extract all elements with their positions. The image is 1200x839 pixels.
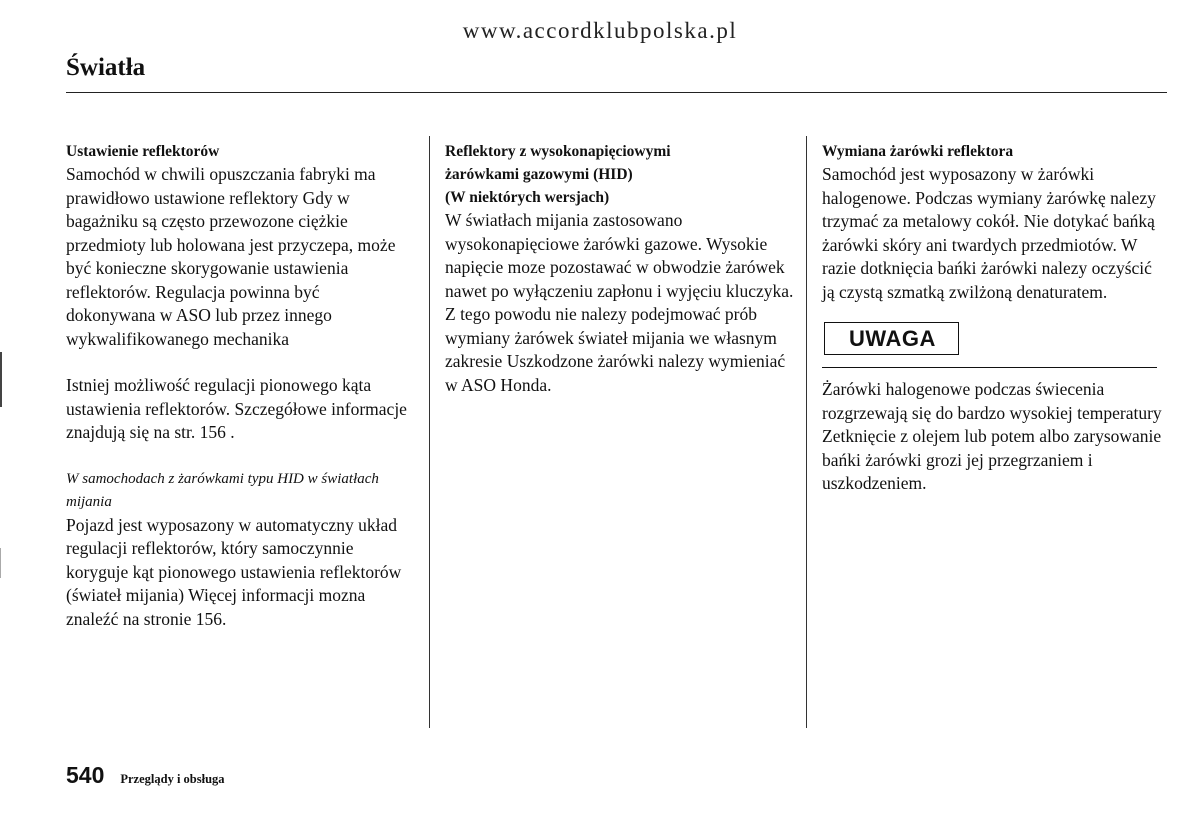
column3-paragraph1: Samochód jest wyposazony w żarówki halogenowe. Podczas wymiany żarówkę nalezy trzymać za metalowy cokół. Nie dotykać bańką żarówki skóry ani twardych przedmiotów. W razie dotknięcia bańki żarówki nalezy oczyścić ją czystą szmatką zwilżoną denaturatem. xyxy=(822,164,1156,302)
column1-paragraph3: Pojazd jest wyposazony w automatyczny układ regulacji reflektorów, który samoczynnie koryguje kąt pionowego ustawienia reflektorów (świateł mijania) Więcej informacji mozna znaleźć na stronie 156. xyxy=(66,514,402,629)
warning-label: UWAGA xyxy=(824,322,959,355)
column2-heading-line2: żarówkami gazowymi (HID) xyxy=(445,166,633,183)
section-title: Światła xyxy=(66,54,146,81)
column-divider-1 xyxy=(429,136,430,728)
header-rule xyxy=(66,92,1167,93)
column1-paragraph1: Samochód w chwili opuszczania fabryki ma prawidłowo ustawione reflektory Gdy w bagażniku są często przewozone ciężkie przedmioty lub holowana jest przyczepa, może być konieczne skorygowanie ustawienia reflektorów. Regulacja powinna być dokonywana w ASO lub przez innego wykwalifikowanego mechanika xyxy=(66,164,396,349)
warning-text: Żarówki halogenowe podczas świecenia rozgrzewają się do bardzo wysokiej temperatury Zetknięcie z olejem lub potem albo zarysowanie bańki żarówki grozi jej przegrzaniem i uszkodzeniem. xyxy=(822,379,1162,493)
column1-subnote: W samochodach z żarówkami typu HID w światłach mijania xyxy=(66,470,379,510)
column-bulb-replacement xyxy=(822,140,1167,496)
column1-paragraph2: Istniej możliwość regulacji pionowego kąta ustawienia reflektorów. Szczegółowe informacje znajdują się na str. 156 . xyxy=(66,375,407,442)
column-hid-headlights xyxy=(445,140,795,397)
page-number: 540 xyxy=(66,762,105,788)
column1-heading: Ustawienie reflektorów xyxy=(66,143,220,160)
warning-rule xyxy=(822,367,1157,368)
column2-heading-line3: (W niektórych wersjach) xyxy=(445,189,610,206)
column3-heading: Wymiana żarówki reflektora xyxy=(822,143,1014,160)
page-footer xyxy=(66,762,225,789)
site-url: www.accordklubpolska.pl xyxy=(462,18,738,43)
footer-section-name: Przeglądy i obsługa xyxy=(120,772,225,786)
binding-mark xyxy=(0,352,2,407)
column-divider-2 xyxy=(806,136,807,728)
binding-mark-faint xyxy=(0,548,1,578)
column2-paragraph1: W światłach mijania zastosowano wysokonapięciowe żarówki gazowe. Wysokie napięcie moze pozostawać w obwodzie żarówek nawet po wyłączeniu zapłonu i wyjęciu kluczyka. Z tego powodu nie nalezy podejmować prób wymiany żarówek świateł mijania we własnym zakresie Uszkodzone żarówki nalezy wymieniać w ASO Honda. xyxy=(445,210,794,395)
column-headlight-adjustment xyxy=(66,140,411,631)
column2-heading-line1: Reflektory z wysokonapięciowymi xyxy=(445,143,671,160)
